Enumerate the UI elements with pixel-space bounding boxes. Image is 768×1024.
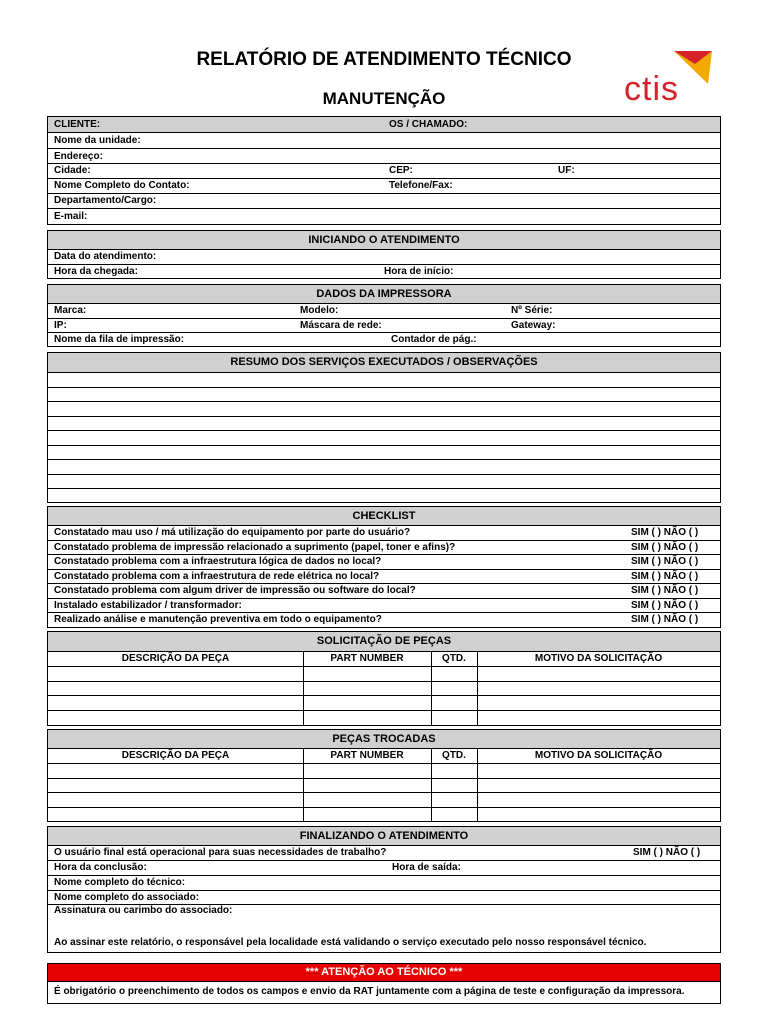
printer-row-2[interactable] bbox=[48, 319, 720, 333]
table-row[interactable] bbox=[48, 808, 720, 822]
start-date-row[interactable] bbox=[48, 250, 720, 265]
checklist-item[interactable] bbox=[48, 584, 720, 599]
serial-label: Nº Série: bbox=[511, 305, 553, 316]
checklist-question: Constatado problema com a infraestrutura lógica de dados no local? bbox=[54, 556, 382, 567]
checklist-item[interactable] bbox=[48, 526, 720, 541]
unit-name-label: Nome da unidade: bbox=[54, 135, 141, 146]
validation-statement: Ao assinar este relatório, o responsável pela localidade está validando o serviço executado pelo nosso responsável técnico. bbox=[54, 937, 647, 948]
table-row[interactable] bbox=[48, 764, 720, 779]
queue-label: Nome da fila de impressão: bbox=[54, 334, 185, 345]
column-divider bbox=[477, 652, 478, 725]
finish-header: FINALIZANDO O ATENDIMENTO bbox=[48, 827, 720, 846]
start-header: INICIANDO O ATENDIMENTO bbox=[48, 231, 720, 250]
ctis-logo bbox=[622, 46, 714, 110]
services-line[interactable] bbox=[48, 388, 720, 402]
city-row[interactable] bbox=[48, 164, 720, 179]
logo-wordmark: ctis bbox=[624, 70, 679, 108]
checklist-item[interactable] bbox=[48, 570, 720, 584]
parts-request-header: SOLICITAÇÃO DE PEÇAS bbox=[48, 632, 720, 652]
arrival-label: Hora da chegada: bbox=[54, 266, 138, 277]
ip-label: IP: bbox=[54, 320, 67, 331]
parts-request-section bbox=[47, 631, 721, 726]
checklist-question: Realizado análise e manutenção preventiva em todo o equipamento? bbox=[54, 614, 382, 625]
yes-no-answer[interactable]: SIM ( ) NÃO ( ) bbox=[631, 585, 699, 596]
services-line[interactable] bbox=[48, 402, 720, 417]
checklist-header: CHECKLIST bbox=[48, 507, 720, 526]
services-line[interactable] bbox=[48, 446, 720, 460]
table-row[interactable] bbox=[48, 711, 720, 726]
technician-label: Nome completo do técnico: bbox=[54, 877, 186, 888]
services-line[interactable] bbox=[48, 475, 720, 489]
checklist-question: Constatado mau uso / má utilização do equipamento por parte do usuário? bbox=[54, 527, 411, 538]
parts-replaced-columns bbox=[48, 749, 720, 764]
yes-no-answer[interactable]: SIM ( ) NÃO ( ) bbox=[631, 556, 699, 567]
department-row[interactable] bbox=[48, 194, 720, 209]
exit-time-label: Hora de saída: bbox=[392, 862, 461, 873]
os-chamado-label: OS / CHAMADO: bbox=[389, 119, 468, 130]
checklist-item[interactable] bbox=[48, 599, 720, 613]
checklist-question: Constatado problema com algum driver de impressão ou software do local? bbox=[54, 585, 416, 596]
table-row[interactable] bbox=[48, 696, 720, 711]
checklist-section bbox=[47, 506, 721, 628]
column-divider bbox=[303, 652, 304, 725]
column-header: MOTIVO DA SOLICITAÇÃO bbox=[534, 653, 663, 664]
cep-label: CEP: bbox=[389, 165, 413, 176]
column-divider bbox=[431, 749, 432, 821]
checklist-question: Constatado problema com a infraestrutura de rede elétrica no local? bbox=[54, 571, 380, 582]
contact-label: Nome Completo do Contato: bbox=[54, 180, 190, 191]
address-row[interactable] bbox=[48, 149, 720, 164]
printer-row-3[interactable] bbox=[48, 333, 720, 347]
start-date-label: Data do atendimento: bbox=[54, 251, 157, 262]
uf-label: UF: bbox=[558, 165, 575, 176]
attention-section bbox=[47, 963, 721, 1004]
column-divider bbox=[431, 652, 432, 725]
client-section bbox=[47, 116, 721, 225]
services-header: RESUMO DOS SERVIÇOS EXECUTADOS / OBSERVAÇÕES bbox=[48, 353, 720, 373]
attention-row bbox=[48, 982, 720, 1004]
email-row[interactable] bbox=[48, 209, 720, 225]
column-header: MOTIVO DA SOLICITAÇÃO bbox=[534, 750, 663, 761]
page-title: RELATÓRIO DE ATENDIMENTO TÉCNICO bbox=[196, 49, 572, 70]
unit-row[interactable] bbox=[48, 133, 720, 149]
start-section bbox=[47, 230, 721, 279]
attention-text: É obrigatório o preenchimento de todos os campos e envio da RAT juntamente com a página de teste e configuração da impressora. bbox=[54, 986, 685, 997]
netmask-label: Máscara de rede: bbox=[300, 320, 382, 331]
column-header: QTD. bbox=[442, 653, 466, 664]
yes-no-answer[interactable]: SIM ( ) NÃO ( ) bbox=[631, 527, 699, 538]
yes-no-answer[interactable]: SIM ( ) NÃO ( ) bbox=[631, 600, 699, 611]
printer-section bbox=[47, 284, 721, 347]
services-line[interactable] bbox=[48, 417, 720, 431]
parts-request-columns bbox=[48, 652, 720, 667]
conclusion-row[interactable] bbox=[48, 861, 720, 876]
brand-label: Marca: bbox=[54, 305, 87, 316]
column-divider bbox=[303, 749, 304, 821]
column-header: DESCRIÇÃO DA PEÇA bbox=[121, 653, 230, 664]
start-time-label: Hora de início: bbox=[384, 266, 454, 277]
finish-section bbox=[47, 826, 721, 953]
technician-row[interactable] bbox=[48, 876, 720, 891]
model-label: Modelo: bbox=[300, 305, 339, 316]
client-row bbox=[48, 117, 720, 133]
yes-no-answer[interactable]: SIM ( ) NÃO ( ) bbox=[631, 571, 699, 582]
column-header: PART NUMBER bbox=[330, 750, 404, 761]
checklist-question: Constatado problema de impressão relacionado a suprimento (papel, toner e afins)? bbox=[54, 542, 456, 553]
services-line[interactable] bbox=[48, 489, 720, 503]
address-label: Endereço: bbox=[54, 151, 103, 162]
printer-header: DADOS DA IMPRESSORA bbox=[48, 285, 720, 304]
page-subtitle: MANUTENÇÃO bbox=[322, 89, 446, 108]
client-label: CLIENTE: bbox=[54, 119, 101, 130]
arrival-row[interactable] bbox=[48, 265, 720, 279]
checklist-item[interactable] bbox=[48, 555, 720, 570]
checklist-item[interactable] bbox=[48, 613, 720, 628]
operational-question: O usuário final está operacional para suas necessidades de trabalho? bbox=[54, 847, 387, 858]
city-label: Cidade: bbox=[54, 165, 91, 176]
services-line[interactable] bbox=[48, 431, 720, 446]
column-header: PART NUMBER bbox=[330, 653, 404, 664]
parts-replaced-section bbox=[47, 729, 721, 822]
counter-label: Contador de pág.: bbox=[391, 334, 477, 345]
parts-replaced-header: PEÇAS TROCADAS bbox=[48, 730, 720, 749]
associate-label: Nome completo do associado: bbox=[54, 892, 200, 903]
yes-no-answer[interactable]: SIM ( ) NÃO ( ) bbox=[633, 847, 701, 858]
signature-label: Assinatura ou carimbo do associado: bbox=[54, 905, 233, 916]
checklist-question: Instalado estabilizador / transformador: bbox=[54, 600, 242, 611]
table-row[interactable] bbox=[48, 793, 720, 808]
contact-row[interactable] bbox=[48, 179, 720, 194]
column-header: QTD. bbox=[442, 750, 466, 761]
yes-no-answer[interactable]: SIM ( ) NÃO ( ) bbox=[631, 614, 699, 625]
services-line[interactable] bbox=[48, 460, 720, 475]
column-divider bbox=[477, 749, 478, 821]
services-line[interactable] bbox=[48, 373, 720, 388]
operational-row[interactable] bbox=[48, 846, 720, 861]
attention-header: *** ATENÇÃO AO TÉCNICO *** bbox=[48, 964, 720, 982]
associate-row[interactable] bbox=[48, 891, 720, 905]
table-row[interactable] bbox=[48, 682, 720, 696]
yes-no-answer[interactable]: SIM ( ) NÃO ( ) bbox=[631, 542, 699, 553]
department-label: Departamento/Cargo: bbox=[54, 195, 157, 206]
signature-area[interactable] bbox=[48, 905, 720, 953]
conclusion-time-label: Hora da conclusão: bbox=[54, 862, 147, 873]
table-row[interactable] bbox=[48, 667, 720, 682]
services-section bbox=[47, 352, 721, 503]
printer-row-1[interactable] bbox=[48, 304, 720, 319]
table-row[interactable] bbox=[48, 779, 720, 793]
column-header: DESCRIÇÃO DA PEÇA bbox=[121, 750, 230, 761]
email-label: E-mail: bbox=[54, 211, 88, 222]
gateway-label: Gateway: bbox=[511, 320, 556, 331]
checklist-item[interactable] bbox=[48, 541, 720, 555]
phone-label: Telefone/Fax: bbox=[389, 180, 453, 191]
